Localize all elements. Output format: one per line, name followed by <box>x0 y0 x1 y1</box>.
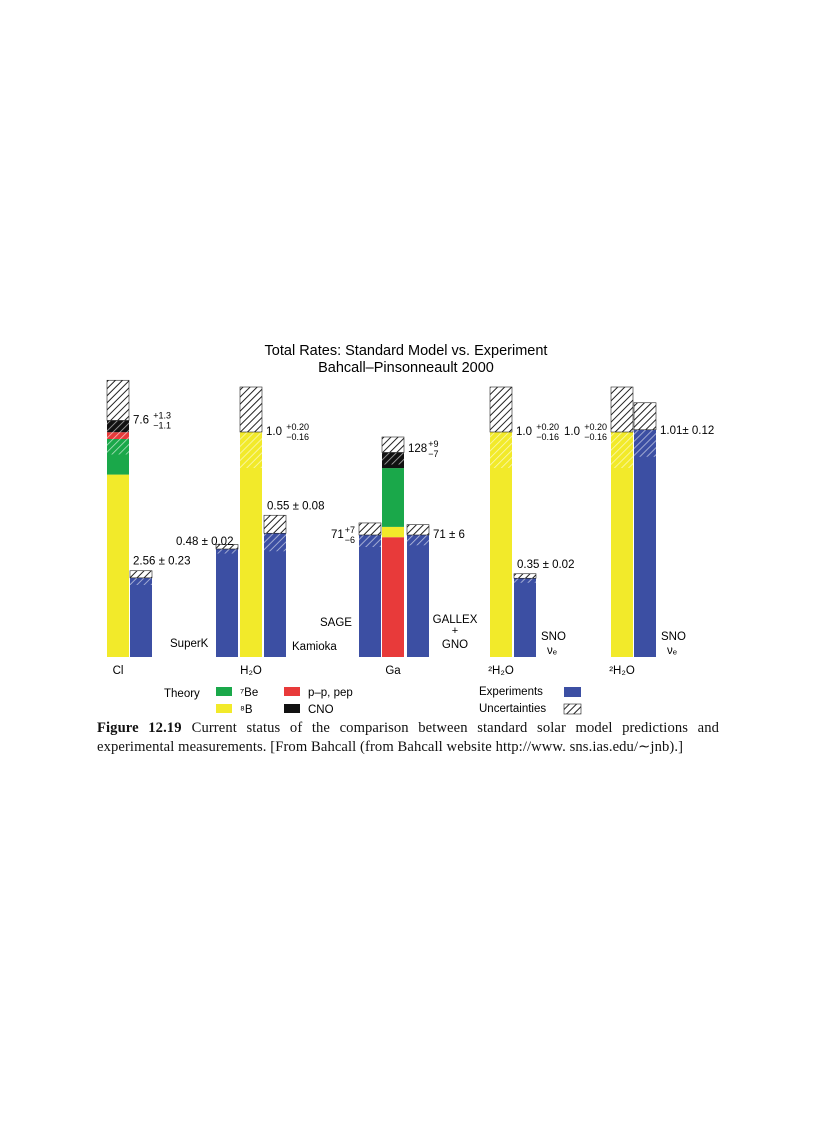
experiment-label-0-0-value: 2.56 ± 0.23 <box>133 555 191 568</box>
chart-subtitle: Bahcall–Pinsonneault 2000 <box>318 360 494 376</box>
theory-uncertainty-minus-3 <box>490 432 512 468</box>
theory-label-1-value: 1.0 <box>266 426 282 438</box>
theory-label-3-sup: +0.20 <box>536 422 559 432</box>
legend-swatch-1 <box>284 687 300 696</box>
theory-label-2-sup: +9 <box>428 439 439 449</box>
theory-uncertainty-plus-0 <box>107 380 129 420</box>
target-label-3: ²H₂O <box>488 665 514 677</box>
experiment-name-gallex: GALLEX <box>432 614 478 626</box>
theory-label-0-sup: +1.3 <box>153 410 171 421</box>
target-label-0: Cl <box>112 665 124 677</box>
experiment-label-2-0-value: 71 <box>331 528 344 541</box>
experiment-name-2-0: SAGE <box>320 617 352 629</box>
legend-swatch-3 <box>284 704 300 713</box>
theory-uncertainty-plus-2 <box>382 437 404 452</box>
theory-uncertainty-plus-4 <box>611 387 633 432</box>
caption-label: Figure 12.19 <box>97 720 182 736</box>
target-label-4: ²H₂O <box>609 665 635 677</box>
experiment-bar-2-0 <box>359 535 381 657</box>
theory-label-2-value: 128 <box>408 443 428 455</box>
experiment-uncertainty-plus-4-0 <box>634 403 656 430</box>
legend-exp-swatch-1 <box>564 704 581 714</box>
experiment-name-3-0: SNO <box>541 631 566 643</box>
experiment-name-gno: GNO <box>441 639 469 651</box>
experiment-bar-1-0 <box>216 549 238 657</box>
experiment-uncertainty-plus-1-1 <box>264 515 286 533</box>
experiment-uncertainty-plus-0-0 <box>130 571 152 578</box>
theory-uncertainty-minus-1 <box>240 432 262 468</box>
experiment-label-1-0-value: 0.48 ± 0.02 <box>176 536 234 548</box>
experiment-uncertainty-plus-3-0 <box>514 574 536 579</box>
theory-uncertainty-minus-2 <box>382 452 404 464</box>
legend-label-0: ⁷Be <box>240 687 259 699</box>
legend-label-2: ⁸B <box>240 704 253 716</box>
theory-segment-2-2 <box>382 468 404 527</box>
experiment-bar-2-1 <box>407 535 429 657</box>
theory-label-1-sub: −0.16 <box>286 432 309 442</box>
legend-label-1: p–p, pep <box>308 687 353 699</box>
experiment-uncertainty-minus-3-0 <box>514 578 536 583</box>
theory-label-4-value: 1.0 <box>564 426 580 438</box>
theory-segment-0-0 <box>107 475 129 657</box>
experiment-bar-4-0 <box>634 430 656 657</box>
theory-label-0-sub: −1.1 <box>153 420 171 431</box>
theory-uncertainty-plus-1 <box>240 387 262 432</box>
experiment-uncertainty-minus-0-0 <box>130 578 152 585</box>
experiment-label-3-0-value: 0.35 ± 0.02 <box>517 558 575 571</box>
legend-swatch-0 <box>216 687 232 696</box>
experiment-bar-0-0 <box>130 578 152 657</box>
figure-caption <box>97 719 719 757</box>
theory-label-1-sup: +0.20 <box>286 422 309 432</box>
experiment-uncertainty-plus-2-1 <box>407 525 429 535</box>
theory-uncertainty-minus-4 <box>611 432 633 468</box>
theory-uncertainty-plus-3 <box>490 387 512 432</box>
target-label-1: H₂O <box>240 665 262 677</box>
experiment-uncertainty-minus-1-1 <box>264 533 286 551</box>
experiment-uncertainty-minus-2-0 <box>359 535 381 547</box>
experiment-name2-3-0: νₑ <box>547 645 558 657</box>
legend-exp-label-1: Uncertainties <box>479 703 547 715</box>
experiment-name-4-0: SNO <box>661 631 686 643</box>
theory-label-0-value: 7.6 <box>133 414 149 427</box>
legend-exp-swatch-0 <box>564 687 581 697</box>
experiment-bar-3-0 <box>514 578 536 657</box>
theory-label-3-sub: −0.16 <box>536 432 559 442</box>
theory-label-2-sub: −7 <box>428 449 439 459</box>
legend-theory-label: Theory <box>164 688 200 700</box>
experiment-name2-4-0: νₑ <box>667 645 678 657</box>
theory-segment-2-1 <box>382 527 404 537</box>
experiment-uncertainty-minus-4-0 <box>634 430 656 457</box>
experiment-name-plus: + <box>451 625 459 637</box>
experiment-label-2-0-sub: −6 <box>344 534 356 545</box>
experiment-label-2-0-sup: +7 <box>344 524 356 535</box>
experiment-label-2-1-value: 71 ± 6 <box>433 528 465 541</box>
legend-exp-label-0: Experiments <box>479 686 543 698</box>
theory-label-4-sup: +0.20 <box>584 422 607 432</box>
theory-label-4-sub: −0.16 <box>584 432 607 442</box>
target-label-2: Ga <box>385 665 401 677</box>
legend-swatch-2 <box>216 704 232 713</box>
theory-label-3-value: 1.0 <box>516 426 532 438</box>
theory-uncertainty-minus-0 <box>107 420 129 454</box>
chart-title: Total Rates: Standard Model vs. Experiment <box>264 343 548 359</box>
legend-label-3: CNO <box>308 704 334 716</box>
experiment-uncertainty-plus-2-0 <box>359 523 381 535</box>
experiment-label-1-1-value: 0.55 ± 0.08 <box>267 500 325 513</box>
experiment-label-4-0-value: 1.01± 0.12 <box>660 424 715 437</box>
caption-text: Current status of the comparison between standard solar model predictions and experimental measurements. [From Bahcall (from Bahcall website http://www. sns.ias.edu/∼jnb).] <box>97 720 719 755</box>
theory-segment-2-0 <box>382 537 404 657</box>
experiment-name-1-1: Kamioka <box>292 641 337 653</box>
experiment-uncertainty-minus-2-1 <box>407 535 429 545</box>
experiment-bar-1-1 <box>264 533 286 657</box>
experiment-name-1-0: SuperK <box>170 638 209 650</box>
experiment-uncertainty-minus-1-0 <box>216 549 238 554</box>
